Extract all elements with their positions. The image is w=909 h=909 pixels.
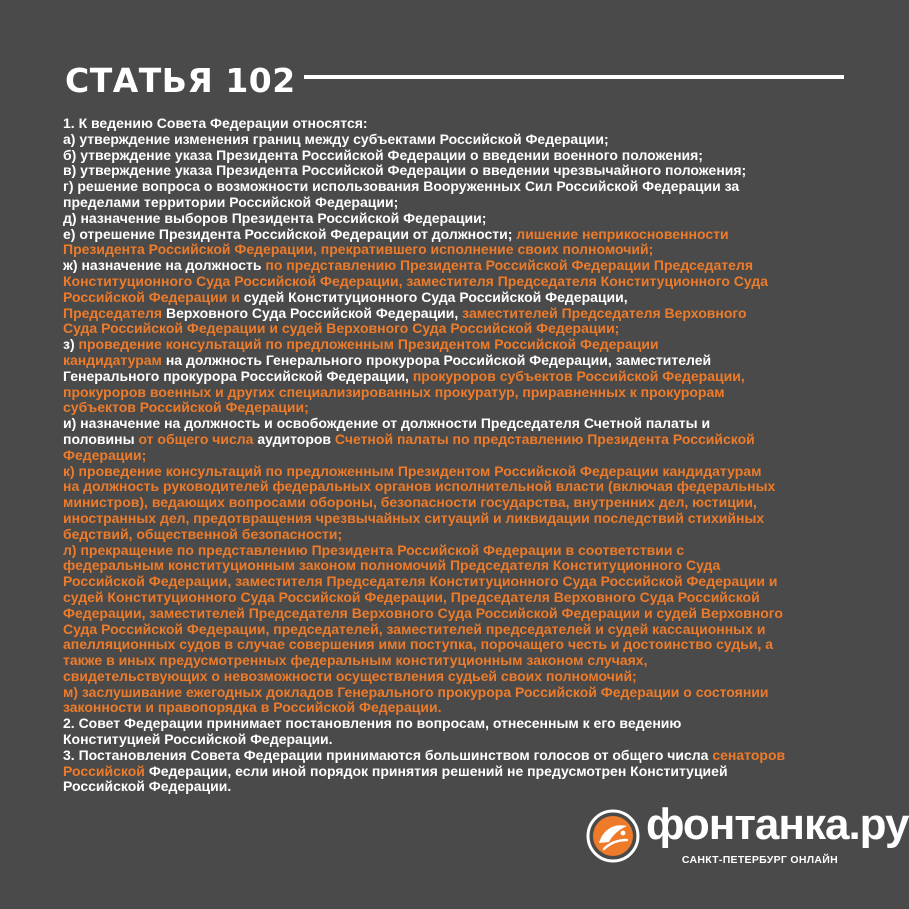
text-line [63, 274, 845, 290]
text-line [63, 543, 845, 559]
text-line [63, 590, 845, 606]
article-text [63, 116, 845, 795]
text-line [63, 369, 845, 385]
highlighted-text: иностранных дел, предотвращения чрезвычайных ситуаций и ликвидации последствий стихийных [63, 509, 765, 526]
highlighted-text: Российской Федерации и [63, 288, 244, 305]
text-line [63, 558, 845, 574]
text-line [63, 779, 845, 795]
text-line [63, 622, 845, 638]
text-line [63, 337, 845, 353]
text-segment: б) утверждение указа Президента Российской Федерации о введении военного положения; [63, 146, 703, 163]
text-segment: з) [63, 336, 79, 353]
text-segment: е) отрешение Президента Российской Федерации от должности; [63, 225, 517, 242]
text-line [63, 464, 845, 480]
text-segment: Российской Федерации. [63, 778, 232, 795]
text-line [63, 179, 845, 195]
text-segment: аудиторов [257, 430, 335, 447]
text-line [63, 385, 845, 401]
text-line [63, 700, 845, 716]
text-segment: ж) назначение на должность [63, 257, 266, 274]
text-line [63, 163, 845, 179]
logo-wordmark: фонтанка.ру [646, 800, 909, 849]
text-line [63, 195, 845, 211]
text-line [63, 748, 845, 764]
highlighted-text: к) проведение консультаций по предложенным Президентом Российской Федерации кандидатурам [63, 462, 762, 479]
page-title: СТАТЬЯ 102 [65, 61, 296, 100]
highlighted-text: апелляционных судов в случае совершения ими поступка, порочащего честь и достоинство судьи, а [63, 636, 774, 653]
text-line [63, 448, 845, 464]
text-line [63, 148, 845, 164]
text-segment: в) утверждение указа Президента Российской Федерации о введении чрезвычайного положения; [63, 162, 747, 179]
highlighted-text: Председателя [63, 304, 166, 321]
text-segment: 1. К ведению Совета Федерации относятся: [63, 115, 368, 131]
text-line [63, 132, 845, 148]
text-line [63, 227, 845, 243]
highlighted-text: л) прекращение по представлению Президента Российской Федерации в соответствии с [63, 541, 685, 558]
text-line [63, 353, 845, 369]
highlighted-text: Счетной палаты по представлению Президента Российской [334, 430, 755, 447]
text-line [63, 764, 845, 780]
highlighted-text: свидетельствующих о невозможности осуществления судьей своих полномочий; [63, 667, 637, 684]
text-segment: судей Конституционного Суда Российской Федерации, [243, 288, 628, 305]
text-segment: и) назначение на должность и освобождение от должности Председателя Счетной палаты и [63, 415, 711, 432]
highlighted-text: кандидатурам [63, 351, 166, 368]
text-line [63, 511, 845, 527]
highlighted-text: законности и правопорядка в Российской Федерации. [63, 699, 442, 716]
highlighted-text: Конституционного Суда Российской Федерации, заместителя Председателя Конституционного Суда [63, 272, 768, 289]
text-line [63, 306, 845, 322]
text-segment: Конституцией Российской Федерации. [63, 731, 333, 748]
text-segment: 2. Совет Федерации принимает постановления по вопросам, отнесенным к его ведению [63, 715, 682, 732]
text-segment: а) утверждение изменения границ между субъектами Российской Федерации; [63, 130, 609, 147]
text-line [63, 606, 845, 622]
highlighted-text: субъектов Российской Федерации; [63, 399, 309, 416]
highlighted-text: Суда Российской Федерации, председателей, заместителей председателей и судей кассационных и [63, 620, 766, 637]
highlighted-text: лишение неприкосновенности [516, 225, 729, 242]
logo-tagline: САНКТ-ПЕТЕРБУРГ ОНЛАЙН [681, 854, 838, 866]
highlighted-text: бедствий, общественной безопасности; [63, 525, 343, 542]
text-line [63, 290, 845, 306]
highlighted-text: Российской Федерации, заместителя Председателя Конституционного Суда Российской Федерации и [63, 573, 778, 590]
text-line [63, 116, 845, 132]
text-line [63, 416, 845, 432]
text-line [63, 716, 845, 732]
text-segment: Федерации, если иной порядок принятия решений не предусмотрен Конституцией [148, 762, 728, 779]
highlighted-text: Федерации, заместителей Председателя Верховного Суда Российской Федерации и судей Верховного [63, 604, 783, 621]
highlighted-text: сенаторов [712, 746, 786, 763]
text-line [63, 258, 845, 274]
highlighted-text: Федерации; [63, 446, 147, 463]
text-line [63, 400, 845, 416]
text-segment: Генерального прокурора Российской Федерации, [63, 367, 413, 384]
text-segment: половины [63, 430, 139, 447]
text-line [63, 527, 845, 543]
highlighted-text: на должность руководителей федеральных органов исполнительной власти (включая федеральных [63, 478, 776, 495]
title-divider [304, 75, 844, 79]
text-line [63, 495, 845, 511]
highlighted-text: м) заслушивание ежегодных докладов Генерального прокурора Российской Федерации о состоянии [63, 683, 769, 700]
text-segment: Верховного Суда Российской Федерации, [165, 304, 463, 321]
text-line [63, 574, 845, 590]
text-segment: на должность Генерального прокурора Российской Федерации, заместителей [165, 351, 712, 368]
text-segment: 3. Постановления Совета Федерации принимаются большинством голосов от общего числа [63, 746, 713, 763]
highlighted-text: Суда Российской Федерации и судей Верховного Суда Российской Федерации; [63, 320, 620, 337]
text-line [63, 479, 845, 495]
highlighted-text: прокуроров военных и других специализированных прокуратур, приравненных к прокурорам [63, 383, 725, 400]
text-line [63, 653, 845, 669]
highlighted-text: от общего числа [138, 430, 258, 447]
highlighted-text: судей Конституционного Суда Российской Федерации, Председателя Верховного Суда Российской [63, 588, 760, 605]
text-line [63, 432, 845, 448]
highlighted-text: прокуроров субъектов Российской Федерации, [412, 367, 745, 384]
fontanka-logo[interactable] [582, 800, 909, 873]
highlighted-text: Президента Российской Федерации, прекратившего исполнение своих полномочий; [63, 241, 654, 258]
text-line [63, 242, 845, 258]
highlighted-text: федеральным конституционным законом полномочий Председателя Конституционного Суда [63, 557, 721, 574]
highlighted-text: по представлению Президента Российской Федерации Председателя [265, 257, 753, 274]
highlighted-text: министров), ведающих вопросами обороны, безопасности государства, внутренних дел, юстиции, [63, 494, 757, 511]
fontanka-logo-icon [582, 805, 644, 867]
text-line [63, 732, 845, 748]
highlighted-text: Российской [63, 762, 149, 779]
text-line [63, 669, 845, 685]
highlighted-text: также в иных предусмотренных федеральным конституционным законом случаях, [63, 652, 648, 669]
text-line [63, 685, 845, 701]
text-segment: д) назначение выборов Президента Российской Федерации; [63, 209, 487, 226]
text-line [63, 321, 845, 337]
highlighted-text: заместителей Председателя Верховного [462, 304, 747, 321]
highlighted-text: проведение консультаций по предложенным Президентом Российской Федерации [78, 336, 659, 353]
text-line [63, 211, 845, 227]
text-segment: пределами территории Российской Федерации; [63, 193, 399, 210]
text-line [63, 637, 845, 653]
text-segment: г) решение вопроса о возможности использования Вооруженных Сил Российской Федерации за [63, 178, 740, 195]
